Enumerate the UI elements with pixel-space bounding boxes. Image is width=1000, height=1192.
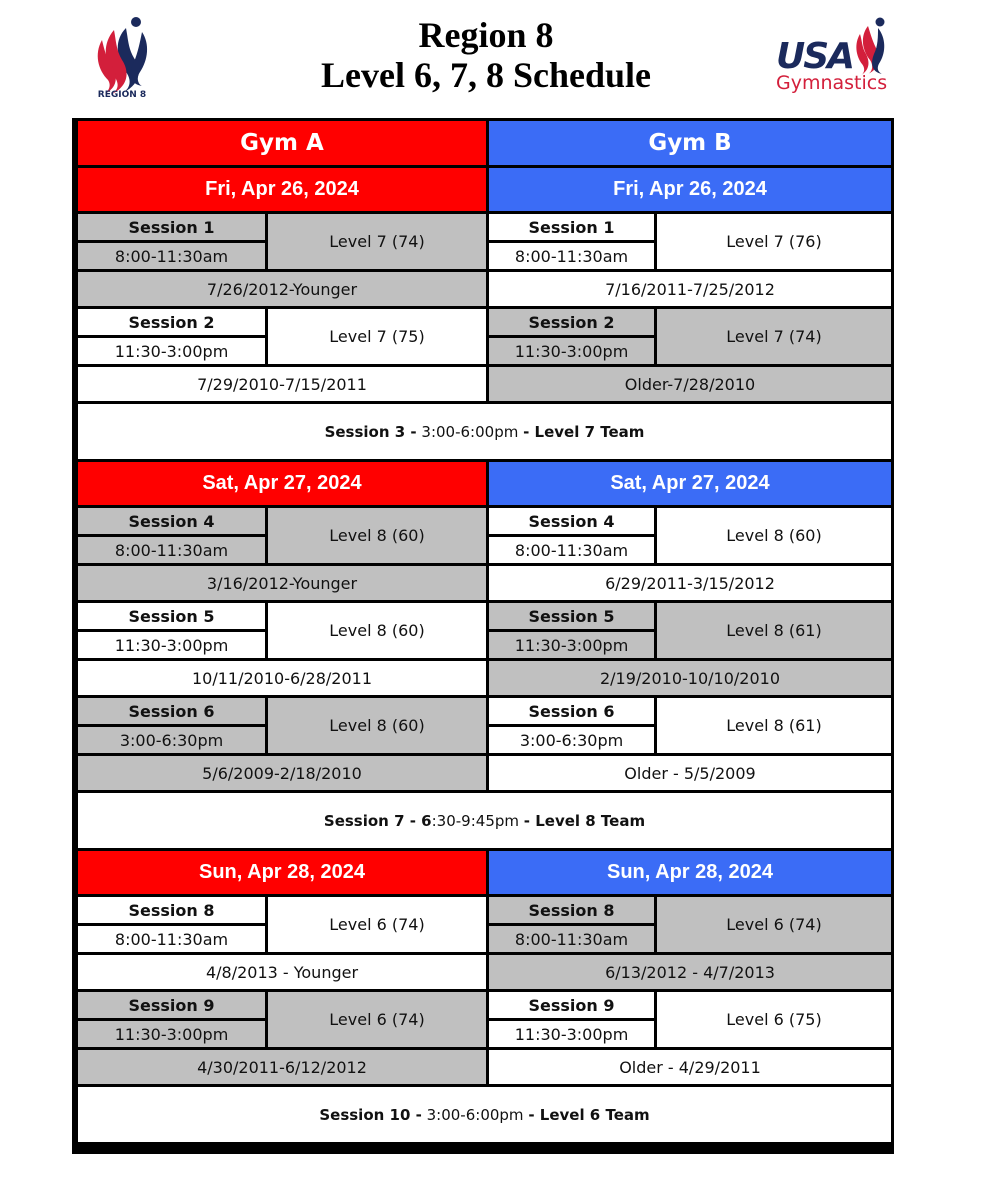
birthdate-range: 7/29/2010-7/15/2011 xyxy=(78,367,486,401)
session-level: Level 8 (60) xyxy=(268,508,486,563)
session-time: 3:00-6:30pm xyxy=(489,727,654,753)
page-header xyxy=(0,0,1000,118)
session-time: 11:30-3:00pm xyxy=(489,1021,654,1047)
team-session-label: Session 7 - 6 xyxy=(323,811,432,830)
session-time: 8:00-11:30am xyxy=(78,243,265,269)
team-session-row xyxy=(78,404,891,459)
gym-b-date-header: Sun, Apr 28, 2024 xyxy=(489,851,891,894)
team-session-level: - Level 8 Team xyxy=(523,811,646,830)
session-time: 3:00-6:30pm xyxy=(78,727,265,753)
team-session-time: 3:00-6:00pm xyxy=(421,1105,529,1124)
birthdate-range: Older - 4/29/2011 xyxy=(489,1050,891,1084)
session-label: Session 2 xyxy=(489,309,654,335)
session-label: Session 4 xyxy=(78,508,265,534)
team-session-label: Session 10 - xyxy=(319,1105,422,1124)
session-time: 8:00-11:30am xyxy=(489,243,654,269)
session-level: Level 7 (74) xyxy=(657,309,891,364)
gym-a-date-header: Fri, Apr 26, 2024 xyxy=(78,168,486,211)
gym-b-date-header: Fri, Apr 26, 2024 xyxy=(489,168,891,211)
session-level: Level 6 (74) xyxy=(657,897,891,952)
birthdate-range: 6/29/2011-3/15/2012 xyxy=(489,566,891,600)
team-session-level: - Level 6 Team xyxy=(528,1105,650,1124)
gym-b-date-header: Sat, Apr 27, 2024 xyxy=(489,462,891,505)
team-session-time: 3:00-6:00pm xyxy=(416,422,524,441)
session-level: Level 7 (74) xyxy=(268,214,486,269)
gym-a-date-header: Sat, Apr 27, 2024 xyxy=(78,462,486,505)
birthdate-range: 4/30/2011-6/12/2012 xyxy=(78,1050,486,1084)
birthdate-range: Older - 5/5/2009 xyxy=(489,756,891,790)
session-label: Session 1 xyxy=(489,214,654,240)
session-label: Session 2 xyxy=(78,309,265,335)
birthdate-range: 5/6/2009-2/18/2010 xyxy=(78,756,486,790)
session-label: Session 8 xyxy=(78,897,265,923)
session-level: Level 8 (61) xyxy=(657,603,891,658)
session-label: Session 9 xyxy=(489,992,654,1018)
birthdate-range: Older-7/28/2010 xyxy=(489,367,891,401)
session-level: Level 8 (60) xyxy=(268,698,486,753)
session-time: 8:00-11:30am xyxy=(489,537,654,563)
session-time: 11:30-3:00pm xyxy=(489,338,654,364)
session-level: Level 8 (61) xyxy=(657,698,891,753)
team-session-level: - Level 7 Team xyxy=(523,422,645,441)
gym-b-header: Gym B xyxy=(489,121,891,165)
session-time: 11:30-3:00pm xyxy=(78,338,265,364)
team-session-row xyxy=(78,1087,891,1142)
session-level: Level 7 (75) xyxy=(268,309,486,364)
session-level: Level 6 (74) xyxy=(268,897,486,952)
session-label: Session 5 xyxy=(78,603,265,629)
birthdate-range: 4/8/2013 - Younger xyxy=(78,955,486,989)
session-label: Session 6 xyxy=(489,698,654,724)
session-time: 8:00-11:30am xyxy=(78,926,265,952)
session-time: 8:00-11:30am xyxy=(489,926,654,952)
session-label: Session 5 xyxy=(489,603,654,629)
birthdate-range: 7/26/2012-Younger xyxy=(78,272,486,306)
session-label: Session 8 xyxy=(489,897,654,923)
birthdate-range: 7/16/2011-7/25/2012 xyxy=(489,272,891,306)
session-label: Session 4 xyxy=(489,508,654,534)
session-time: 11:30-3:00pm xyxy=(78,632,265,658)
page-subtitle: Level 6, 7, 8 Schedule xyxy=(321,55,651,95)
usa-logo-word: USA xyxy=(776,36,854,77)
team-session-row xyxy=(78,793,891,848)
session-level: Level 6 (74) xyxy=(268,992,486,1047)
session-time: 11:30-3:00pm xyxy=(489,632,654,658)
schedule-table xyxy=(72,118,894,1154)
session-label: Session 6 xyxy=(78,698,265,724)
session-level: Level 8 (60) xyxy=(268,603,486,658)
usa-logo-subword: Gymnastics xyxy=(776,72,888,94)
session-level: Level 8 (60) xyxy=(657,508,891,563)
birthdate-range: 2/19/2010-10/10/2010 xyxy=(489,661,891,695)
session-time: 8:00-11:30am xyxy=(78,537,265,563)
session-label: Session 1 xyxy=(78,214,265,240)
birthdate-range: 6/13/2012 - 4/7/2013 xyxy=(489,955,891,989)
birthdate-range: 10/11/2010-6/28/2011 xyxy=(78,661,486,695)
birthdate-range: 3/16/2012-Younger xyxy=(78,566,486,600)
team-session-time: :30-9:45pm xyxy=(431,811,524,830)
gym-a-date-header: Sun, Apr 28, 2024 xyxy=(78,851,486,894)
region-8-logo-text: REGION 8 xyxy=(97,90,147,100)
session-time: 11:30-3:00pm xyxy=(78,1021,265,1047)
session-level: Level 7 (76) xyxy=(657,214,891,269)
page-title: Region 8 xyxy=(418,15,554,55)
team-session-label: Session 3 - xyxy=(324,422,417,441)
gym-a-header: Gym A xyxy=(78,121,486,165)
session-label: Session 9 xyxy=(78,992,265,1018)
session-level: Level 6 (75) xyxy=(657,992,891,1047)
